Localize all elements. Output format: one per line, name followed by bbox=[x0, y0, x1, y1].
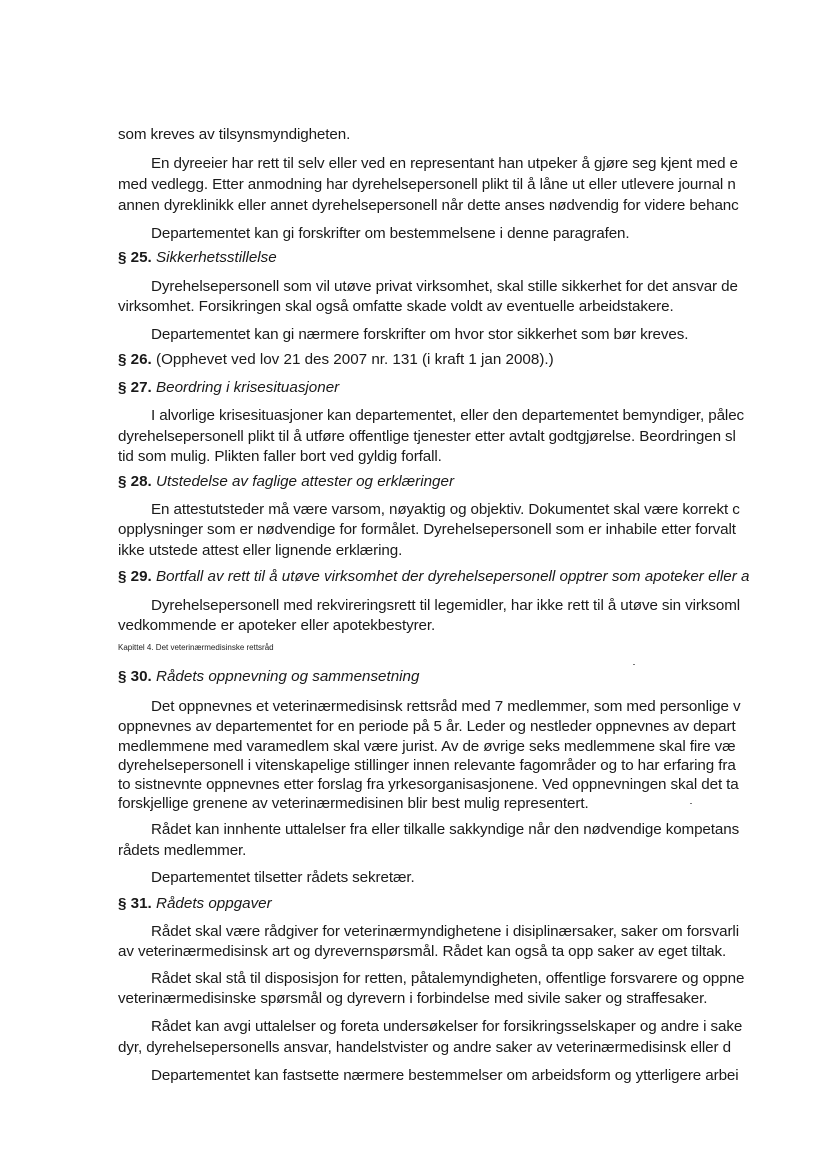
section-title: Rådets oppgaver bbox=[156, 895, 272, 912]
section-heading-25 bbox=[118, 249, 277, 267]
scan-speck bbox=[690, 803, 692, 804]
text-line: En attestutsteder må være varsom, nøyaktig og objektiv. Dokumentet skal være korrekt c bbox=[151, 501, 740, 518]
section-number: § 25. bbox=[118, 249, 152, 266]
text-line: Departementet kan gi forskrifter om bestemmelsene i denne paragrafen. bbox=[151, 225, 630, 242]
section-title: Utstedelse av faglige attester og erklæringer bbox=[156, 473, 455, 490]
chapter-label: Kapittel 4. Det veterinærmedisinske rettsråd bbox=[118, 643, 274, 652]
section-heading-29 bbox=[118, 568, 749, 586]
text-line: Dyrehelsepersonell som vil utøve privat virksomhet, skal stille sikkerhet for det ansvar de bbox=[151, 278, 738, 295]
text-line: Departementet kan fastsette nærmere bestemmelser om arbeidsform og ytterligere arbei bbox=[151, 1067, 739, 1084]
text-line: I alvorlige krisesituasjoner kan departementet, eller den departementet bemyndiger, pålec bbox=[151, 407, 745, 424]
section-title: Sikkerhetsstillelse bbox=[156, 249, 277, 266]
text-line: Det oppnevnes et veterinærmedisinsk rettsråd med 7 medlemmer, som med personlige v bbox=[151, 698, 741, 715]
section-number: § 26. bbox=[118, 351, 152, 368]
section-number: § 30. bbox=[118, 668, 152, 685]
text-line: annen dyreklinikk eller annet dyrehelsepersonell når dette anses nødvendig for videre behanc bbox=[118, 197, 739, 214]
section-title: Rådets oppnevning og sammensetning bbox=[156, 668, 420, 685]
text-line: veterinærmedisinske spørsmål og dyrevern i forbindelse med sivile saker og straffesaker. bbox=[118, 990, 708, 1007]
text-line: med vedlegg. Etter anmodning har dyrehelsepersonell plikt til å låne ut eller utlevere journal n bbox=[118, 176, 736, 193]
text-line: Departementet kan gi nærmere forskrifter om hvor stor sikkerhet som bør kreves. bbox=[151, 326, 689, 343]
text-line: forskjellige grenene av veterinærmedisinen blir best mulig representert. bbox=[118, 795, 589, 812]
text-line: En dyreeier har rett til selv eller ved en representant han utpeker å gjøre seg kjent med e bbox=[151, 155, 738, 172]
text-line: medlemmene med varamedlem skal være jurist. Av de øvrige seks medlemmene skal fire væ bbox=[118, 738, 736, 755]
text-line: ikke utstede attest eller lignende erklæring. bbox=[118, 542, 403, 559]
text-line: opplysninger som er nødvendige for formålet. Dyrehelsepersonell som er inhabile etter forvalt bbox=[118, 521, 736, 538]
text-line: som kreves av tilsynsmyndigheten. bbox=[118, 126, 351, 143]
section-number: § 29. bbox=[118, 568, 152, 585]
text-line: oppnevnes av departementet for en periode på 5 år. Leder og nestleder oppnevnes av depart bbox=[118, 718, 736, 735]
section-heading-28 bbox=[118, 473, 454, 491]
text-line: virksomhet. Forsikringen skal også omfatte skade voldt av eventuelle arbeidstakere. bbox=[118, 298, 674, 315]
section-heading-30 bbox=[118, 668, 419, 686]
section-number: § 28. bbox=[118, 473, 152, 490]
section-title: Beordring i krisesituasjoner bbox=[156, 379, 340, 396]
text-line: Rådet skal stå til disposisjon for retten, påtalemyndigheten, offentlige forsvarere og oppne bbox=[151, 970, 745, 987]
text-line: Rådet skal være rådgiver for veterinærmyndighetene i disiplinærsaker, saker om forsvarli bbox=[151, 923, 739, 940]
section-number: § 31. bbox=[118, 895, 152, 912]
section-heading-26 bbox=[118, 351, 554, 369]
text-line: dyrehelsepersonell plikt til å utføre offentlige tjenester etter avtalt godtgjørelse. Beordringen sl bbox=[118, 428, 736, 445]
text-line: tid som mulig. Plikten faller bort ved gyldig forfall. bbox=[118, 448, 442, 465]
section-number: § 27. bbox=[118, 379, 152, 396]
text-line: Rådet kan innhente uttalelser fra eller tilkalle sakkyndige når den nødvendige kompetans bbox=[151, 821, 740, 838]
text-line: dyrehelsepersonell i vitenskapelige stillinger innen relevante fagområder og to har erfaring fra bbox=[118, 757, 736, 774]
text-line: to sistnevnte oppnevnes etter forslag fra yrkesorganisasjonene. Ved oppnevningen skal det ta bbox=[118, 776, 739, 793]
section-title: Bortfall av rett til å utøve virksomhet der dyrehelsepersonell opptrer som apoteker eller a bbox=[156, 568, 750, 585]
section-heading-27 bbox=[118, 379, 339, 397]
section-text: (Opphevet ved lov 21 des 2007 nr. 131 (i kraft 1 jan 2008).) bbox=[156, 351, 554, 368]
text-line: rådets medlemmer. bbox=[118, 842, 247, 859]
scan-speck bbox=[633, 664, 635, 665]
text-line: vedkommende er apoteker eller apotekbestyrer. bbox=[118, 617, 436, 634]
text-line: Departementet tilsetter rådets sekretær. bbox=[151, 869, 415, 886]
text-line: Rådet kan avgi uttalelser og foreta undersøkelser for forsikringsselskaper og andre i sake bbox=[151, 1018, 743, 1035]
text-line: Dyrehelsepersonell med rekvireringsrett til legemidler, har ikke rett til å utøve sin virksoml bbox=[151, 597, 741, 614]
text-line: dyr, dyrehelsepersonells ansvar, handelstvister og andre saker av veterinærmedisinsk eller d bbox=[118, 1039, 731, 1056]
section-heading-31 bbox=[118, 895, 272, 913]
text-line: av veterinærmedisinsk art og dyrevernspørsmål. Rådet kan også ta opp saker av eget tiltak. bbox=[118, 943, 727, 960]
